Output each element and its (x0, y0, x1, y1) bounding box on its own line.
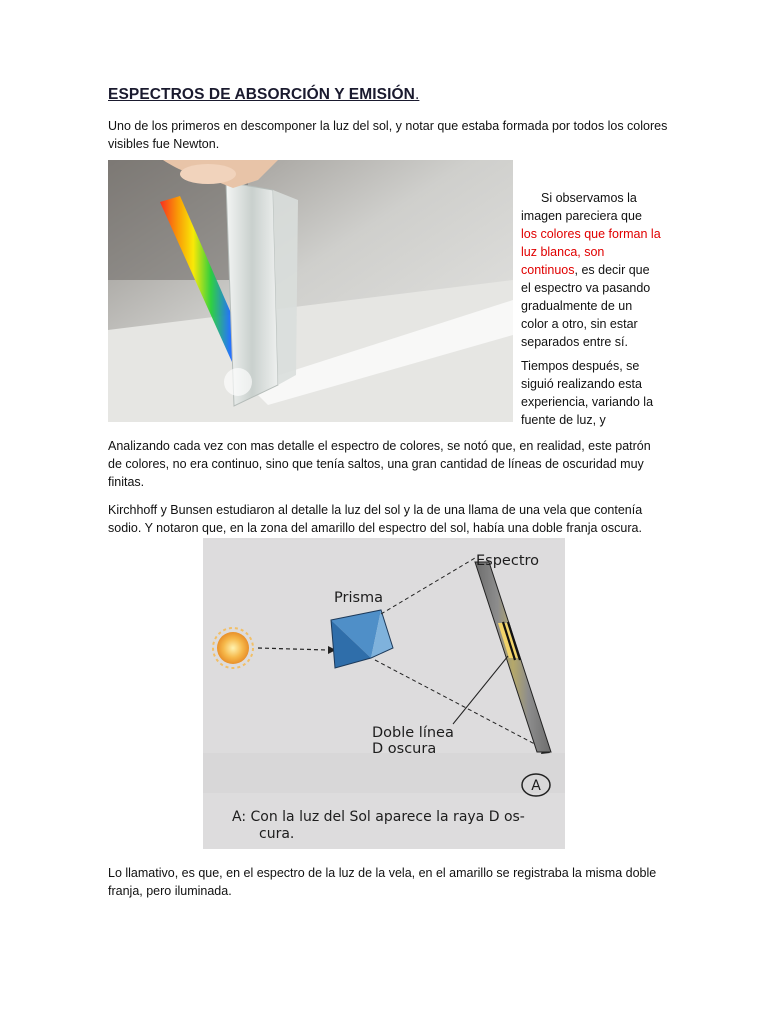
intro-paragraph: Uno de los primeros en descomponer la luz del sol, y notar que estaba formada por todos los colores visibles fue Newton. (108, 119, 668, 151)
paragraph-4: Lo llamativo, es que, en el espectro de la luz de la vela, en el amarillo se registraba la misma doble franja, pero iluminada. (108, 866, 657, 898)
label-d-dark: D oscura (372, 741, 437, 757)
label-spectrum: Espectro (476, 553, 540, 569)
paragraph-2: Analizando cada vez con mas detalle el espectro de colores, se notó que, en realidad, este patrón de colores, no era continuo, sino que tenía saltos, una gran cantidad de líneas de oscuridad muy finitas. (108, 439, 651, 489)
highlighted-text: los colores que forman la luz blanca, son continuos (521, 227, 661, 277)
side-paragraph: Si observamos la imagen pareciera que los colores que forman la luz blanca, son continuos, es decir que el espectro va pasando gradualmente de un color a otro, sin estar separados entre sí. (521, 191, 661, 349)
label-double-line: Doble línea (372, 725, 454, 741)
svg-text:A: A (531, 778, 541, 794)
paragraph-3: Kirchhoff y Bunsen estudiaron al detalle la luz del sol y la de una llama de una vela que contenía sodio. Y notaron que, en la zona del amarillo del espectro del sol, había una doble franja oscura. (108, 503, 643, 535)
diagram-caption-1: A: Con la luz del Sol aparece la raya D os- (232, 809, 525, 825)
document-title: ESPECTROS DE ABSORCIÓN Y EMISIÓN. (108, 86, 420, 103)
prism-photo (108, 160, 513, 422)
diagram-caption-2: cura. (259, 826, 295, 842)
side-paragraph-2: Tiempos después, se siguió realizando esta experiencia, variando la fuente de luz, y (521, 359, 654, 427)
spectrum-diagram (203, 538, 565, 849)
label-prism: Prisma (334, 590, 384, 606)
